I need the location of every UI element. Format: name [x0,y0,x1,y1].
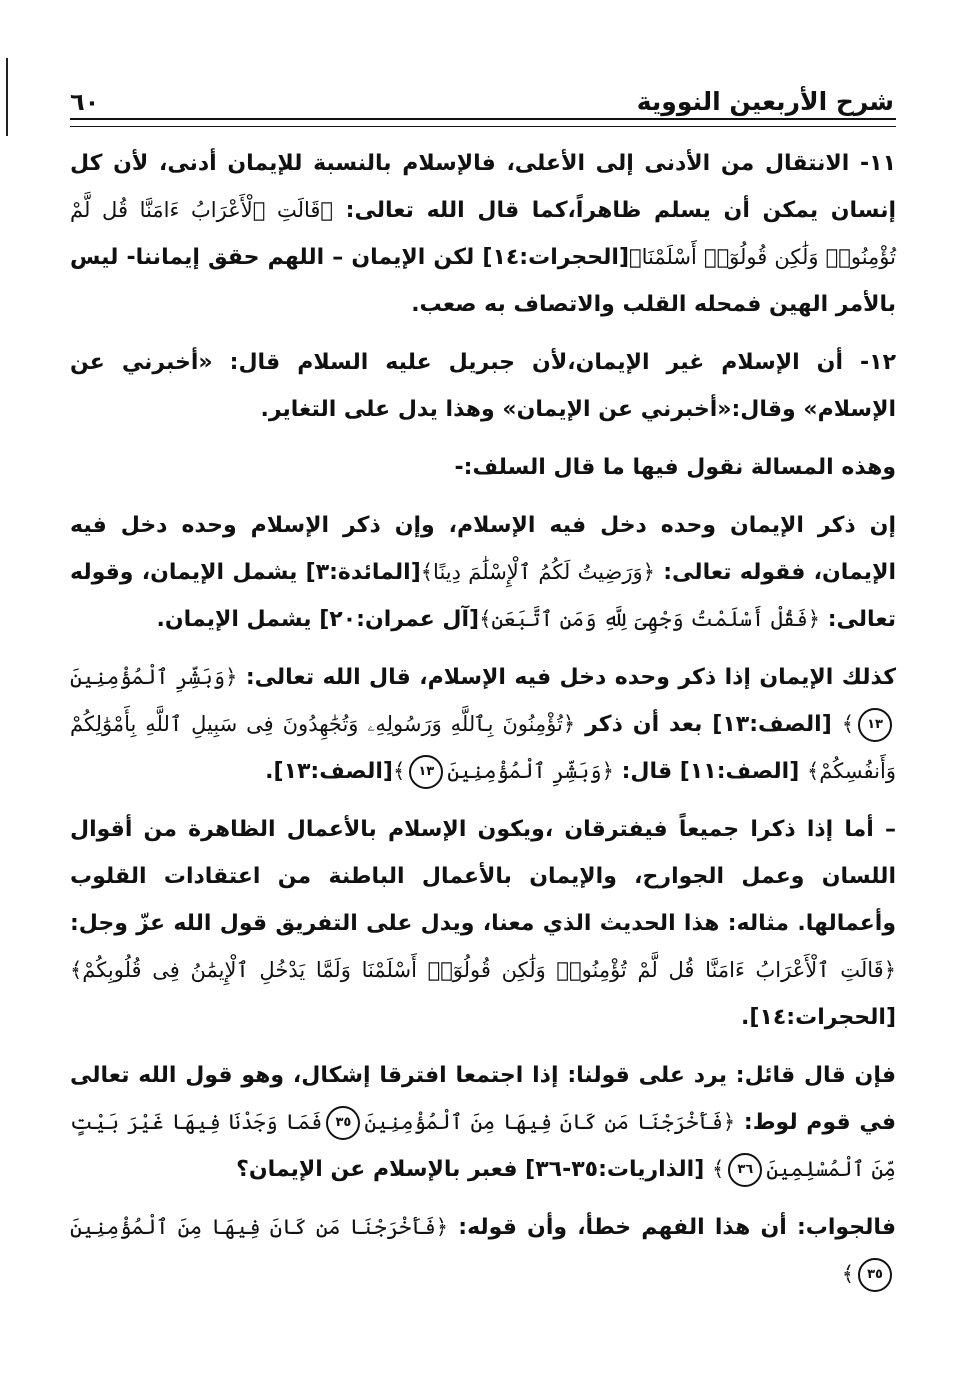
verse-close-bracket: ﴾ [841,1262,854,1286]
fain-text-b: [الذاريات:٣٥-٣٦] فعبر بالإسلام عن الإيمان؟ [236,1157,705,1182]
paragraph-fain [70,1052,896,1193]
page-body [70,140,896,1309]
quran-verse: ﴿فَقُلْ أَسْلَمْتُ وَجْهِىَ لِلَّهِ وَمَنِ ٱتَّبَعَنِ﴾ [479,607,821,631]
jawab-text-a: فالجواب: أن هذا الفهم خطأ، وأن قوله: [448,1215,896,1240]
ayah-number-mark: ١٣ [858,708,892,742]
paragraph-kadhalika [70,654,896,795]
dhikr-text-b: [المائدة:٣] يشمل الإيمان، وقوله تعالى: [70,560,896,632]
quran-verse: ﴿قَالَتِ ٱلْأَعْرَابُ ءَامَنَّا قُل لَّمْ تُؤْمِنُوا۟ وَلَٰكِن قُولُوٓا۟ أَسْلَمْنَا وَلَمَّا يَدْخُلِ ٱلْإِيمَٰنُ فِى قُلُوبِكُمْ﴾ [70,958,896,982]
page-edge-mark [6,58,8,136]
amma-text-a: – أما إذا ذكرا جميعاً فيفترقان ،ويكون الإسلام بالأعمال الظاهرة من أقوال اللسان وعمل الجوارح، والإيمان بالأعمال الباطنة من اعتقادات القلوب وأعمالها. مثاله: هذا الحديث الذي معنا، ويدل على التفريق قول الله عزّ وجل: [70,817,896,936]
page-number: ٦٠ [70,88,100,116]
verse-close-bracket: ﴾ [841,712,855,736]
running-header [70,72,894,116]
kadhalika-text-a: كذلك الإيمان إذا ذكر وحده دخل فيه الإسلام، قال الله تعالى: [237,665,896,690]
header-rule [70,118,896,127]
kadhalika-text-b: [الصف:١٣] بعد أن ذكر [575,712,832,737]
paragraph-amma [70,806,896,1041]
ayah-number-mark: ١٣ [409,755,443,789]
ayah-number-mark: ٣٥ [326,1106,360,1140]
paragraph-salaf [70,444,896,491]
quran-verse: ﴿فَأَخْرَجْنَا مَن كَانَ فِيهَا مِنَ ٱلْمُؤْمِنِينَ [70,1215,449,1239]
paragraph-dhikr [70,502,896,643]
salaf-text: وهذه المسالة نقول فيها ما قال السلف:- [454,455,896,480]
p11-text-a: ١١- الانتقال من الأدنى إلى الأعلى، فالإسلام بالنسبة للإيمان أدنى، لأن كل إنسان يمكن أن يسلم ظاهراً،كما قال الله تعالى: [70,151,896,223]
p11-text-b: [الحجرات:١٤] لكن الإيمان – اللهم حقق إيماننا- ليس بالأمر الهين فمحله القلب والاتصاف به صعب. [70,245,896,317]
quran-verse: ﴿فَأَخْرَجْنَا مَن كَانَ فِيهَا مِنَ ٱلْمُؤْمِنِينَ [364,1110,736,1134]
running-title: شرح الأربعين النووية [636,87,894,116]
kadhalika-text-d: [الصف:١٣]. [265,759,393,784]
ayah-number-mark: ٣٥ [858,1258,892,1292]
paragraph-11 [70,140,896,328]
dhikr-text-c: [آل عمران:٢٠] يشمل الإيمان. [156,607,480,632]
paragraph-12 [70,339,896,433]
ayah-number-mark: ٣٦ [728,1153,762,1187]
quran-verse: ﴿وَبَشِّرِ ٱلْمُؤْمِنِينَ [447,759,614,783]
dhikr-text-a: إن ذكر الإيمان وحده دخل فيه الإسلام، وإن ذكر الإسلام وحده دخل فيه الإيمان، فقوله تعالى: [70,513,896,585]
quran-verse: ﴿وَبَشِّرِ ٱلْمُؤْمِنِينَ [70,665,238,689]
verse-close-bracket: ﴾ [392,759,406,783]
quran-verse: فَمَا وَجَدْنَا فِيهَا غَيْرَ بَيْتٍ مِّنَ ٱلْمُسْلِمِينَ [70,1110,896,1181]
verse-close-bracket: ﴾ [711,1157,725,1181]
quran-verse: ﴿وَرَضِيتُ لَكُمُ ٱلْإِسْلَٰمَ دِينًا﴾ [420,560,655,584]
paragraph-jawab [70,1204,896,1298]
kadhalika-text-c: [الصف:١١] قال: [613,759,800,784]
fain-text-a: فإن قال قائل: يرد على قولنا: إذا اجتمعا افترقا إشكال، وهو قول الله تعالى في قوم لوط: [70,1063,896,1135]
quran-verse: ﴿قَالَتِ ٱلْأَعْرَابُ ءَامَنَّا قُل لَّمْ تُؤْمِنُوا۟ وَلَٰكِن قُولُوٓا۟ أَسْلَمْنَا﴾ [70,198,896,269]
amma-text-b: [الحجرات:١٤]. [741,1005,896,1030]
quran-verse: ﴿تُؤْمِنُونَ بِٱللَّهِ وَرَسُولِهِۦ وَتُجَٰهِدُونَ فِى سَبِيلِ ٱللَّهِ بِأَمْوَٰلِكُمْ وَأَنفُسِكُمْ﴾ [70,712,896,783]
p12-text: ١٢- أن الإسلام غير الإيمان،لأن جبريل عليه السلام قال: «أخبرني عن الإسلام» وقال:«أخبرني عن الإيمان» وهذا يدل على التغاير. [70,350,896,422]
